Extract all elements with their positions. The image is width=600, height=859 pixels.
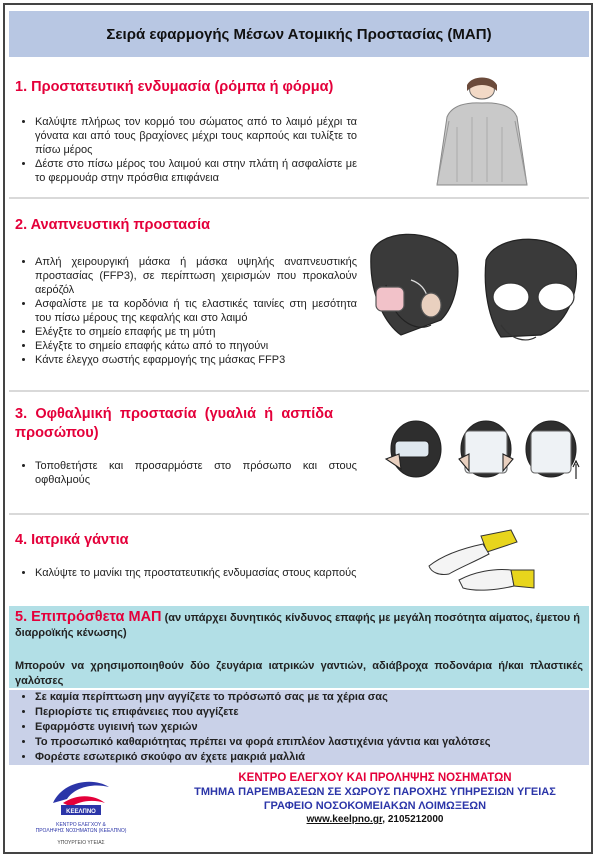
section-respiratory [9, 203, 589, 383]
section-heading: 3. Οφθαλμική προστασία (γυαλιά ή ασπίδα προσώπου) [15, 406, 333, 441]
section-additional-ppe [9, 606, 589, 688]
keelpno-logo [23, 773, 139, 849]
bullet-item: • Απλή χειρουργική μάσκα ή μάσκα υψηλής αναπνευστικής προστασίας (FFP3), σε περίπτωση χειρισμών που προκαλούν αερόζόλ [35, 255, 357, 297]
bullet-list [17, 566, 357, 580]
divider [9, 197, 589, 199]
gloves-illustration [419, 522, 539, 600]
footer-phone: , 2105212000 [382, 814, 444, 825]
tip-item: • Περιορίστε τις επιφάνειες που αγγίζετε [35, 705, 595, 720]
logo-label: ΚΕΝΤΡΟ ΕΛΕΓΧΟΥ & [56, 822, 106, 828]
bullet-item: • Καλύψτε το μανίκι της προστατευτικής ενδυμασίας στους καρπούς [35, 566, 357, 580]
divider [9, 390, 589, 392]
section-heading: 4. Ιατρικά γάντια [15, 532, 129, 548]
bullet-list [17, 255, 357, 367]
tip-item: • Εφαρμόστε υγιεινή των χεριών [35, 720, 595, 735]
bullet-item: • Ελέγξτε το σημείο επαφής κάτω από το πηγούνι [35, 339, 357, 353]
poster [3, 3, 593, 854]
section5-heading [15, 610, 583, 641]
section-gown [9, 75, 589, 193]
goggles-illustration [381, 409, 586, 499]
logo-badge: ΚΕΕΛΠΝΟ [66, 809, 96, 815]
tips-box [9, 690, 589, 765]
footer-line1: ΚΕΝΤΡΟ ΕΛΕΓΧΟΥ ΚΑΙ ΠΡΟΛΗΨΗΣ ΝΟΣΗΜΑΤΩΝ [238, 772, 512, 784]
bullet-item: • Ασφαλίστε με τα κορδόνια ή τις ελαστικές ταινίες στη μεσότητα του πίσω μέρους της κεφαλής και στο λαιμό [35, 297, 357, 325]
bullet-item: • Τοποθετήστε και προσαρμόστε στο πρόσωπο και στους οφθαλμούς [35, 459, 357, 487]
footer [165, 771, 585, 827]
gown-illustration [427, 77, 537, 187]
bird-logo-icon [23, 773, 139, 817]
bullet-list [17, 115, 357, 185]
footer-line2: ΤΜΗΜΑ ΠΑΡΕΜΒΑΣΕΩΝ ΣΕ ΧΩΡΟΥΣ ΠΑΡΟΧΗΣ ΥΠΗΡΕΣΙΩΝ ΥΓΕΙΑΣ [194, 786, 556, 798]
tip-item: • Φορέστε εσωτερικό σκούφο αν έχετε μακριά μαλλιά [35, 750, 595, 765]
page-title: Σειρά εφαρμογής Μέσων Ατομικής Προστασίας (ΜΑΠ) [9, 11, 589, 57]
footer-contact [165, 813, 585, 827]
tip-item: • Το προσωπικό καθαριότητας πρέπει να φορά επιπλέον λαστιχένια γάντια και γαλότσες [35, 735, 595, 750]
bullet-list [17, 459, 357, 487]
section5-text: Μπορούν να χρησιμοποιηθούν δύο ζευγάρια ιατρικών γαντιών, αδιάβροχα ποδονάρια ή/και πλαστικές γαλότσες [15, 660, 583, 687]
section-eye-protection [9, 397, 589, 509]
mask-illustration [361, 225, 586, 350]
section5-number: 5. Επιπρόσθετα ΜΑΠ [15, 609, 162, 625]
logo-ministry: ΥΠΟΥΡΓΕΙΟ ΥΓΕΙΑΣ [57, 840, 105, 846]
section-heading: 1. Προστατευτική ενδυμασία (ρόμπα ή φόρμα) [15, 79, 334, 95]
bullet-item: • Καλύψτε πλήρως τον κορμό του σώματος από το λαιμό μέχρι τα γόνατα και από τους βραχίονες μέχρι τους καρπούς και τυλίξτε το πίσω μέρος [35, 115, 357, 157]
bullet-item: • Ελέγξτε το σημείο επαφής με τη μύτη [35, 325, 357, 339]
divider [9, 513, 589, 515]
section5-note: (αν υπάρχει δυνητικός κίνδυνος επαφής με μεγάλη ποσότητα αίματος, έμετου ή διαρροϊκής κένωσης) [15, 612, 580, 639]
footer-line3: ΓΡΑΦΕΙΟ ΝΟΣΟΚΟΜΕΙΑΚΩΝ ΛΟΙΜΩΞΕΩΝ [263, 800, 487, 812]
tip-item: • Σε καμία περίπτωση μην αγγίζετε το πρόσωπό σας με τα χέρια σας [35, 690, 595, 705]
logo-label: ΠΡΟΛΗΨΗΣ ΝΟΣΗΜΑΤΩΝ (ΚΕΕΛΠΝΟ) [35, 828, 127, 834]
section-gloves [9, 520, 589, 602]
bullet-item: • Κάντε έλεγχο σωστής εφαρμογής της μάσκας FFP3 [35, 353, 357, 367]
section-heading: 2. Αναπνευστική προστασία [15, 217, 211, 233]
footer-url[interactable]: www.keelpno.gr [306, 814, 383, 825]
bullet-item: • Δέστε στο πίσω μέρος του λαιμού και στην πλάτη ή ασφαλίστε με το φερμουάρ στην πρόσθια επιφάνεια [35, 157, 357, 185]
tips-list [17, 690, 595, 765]
